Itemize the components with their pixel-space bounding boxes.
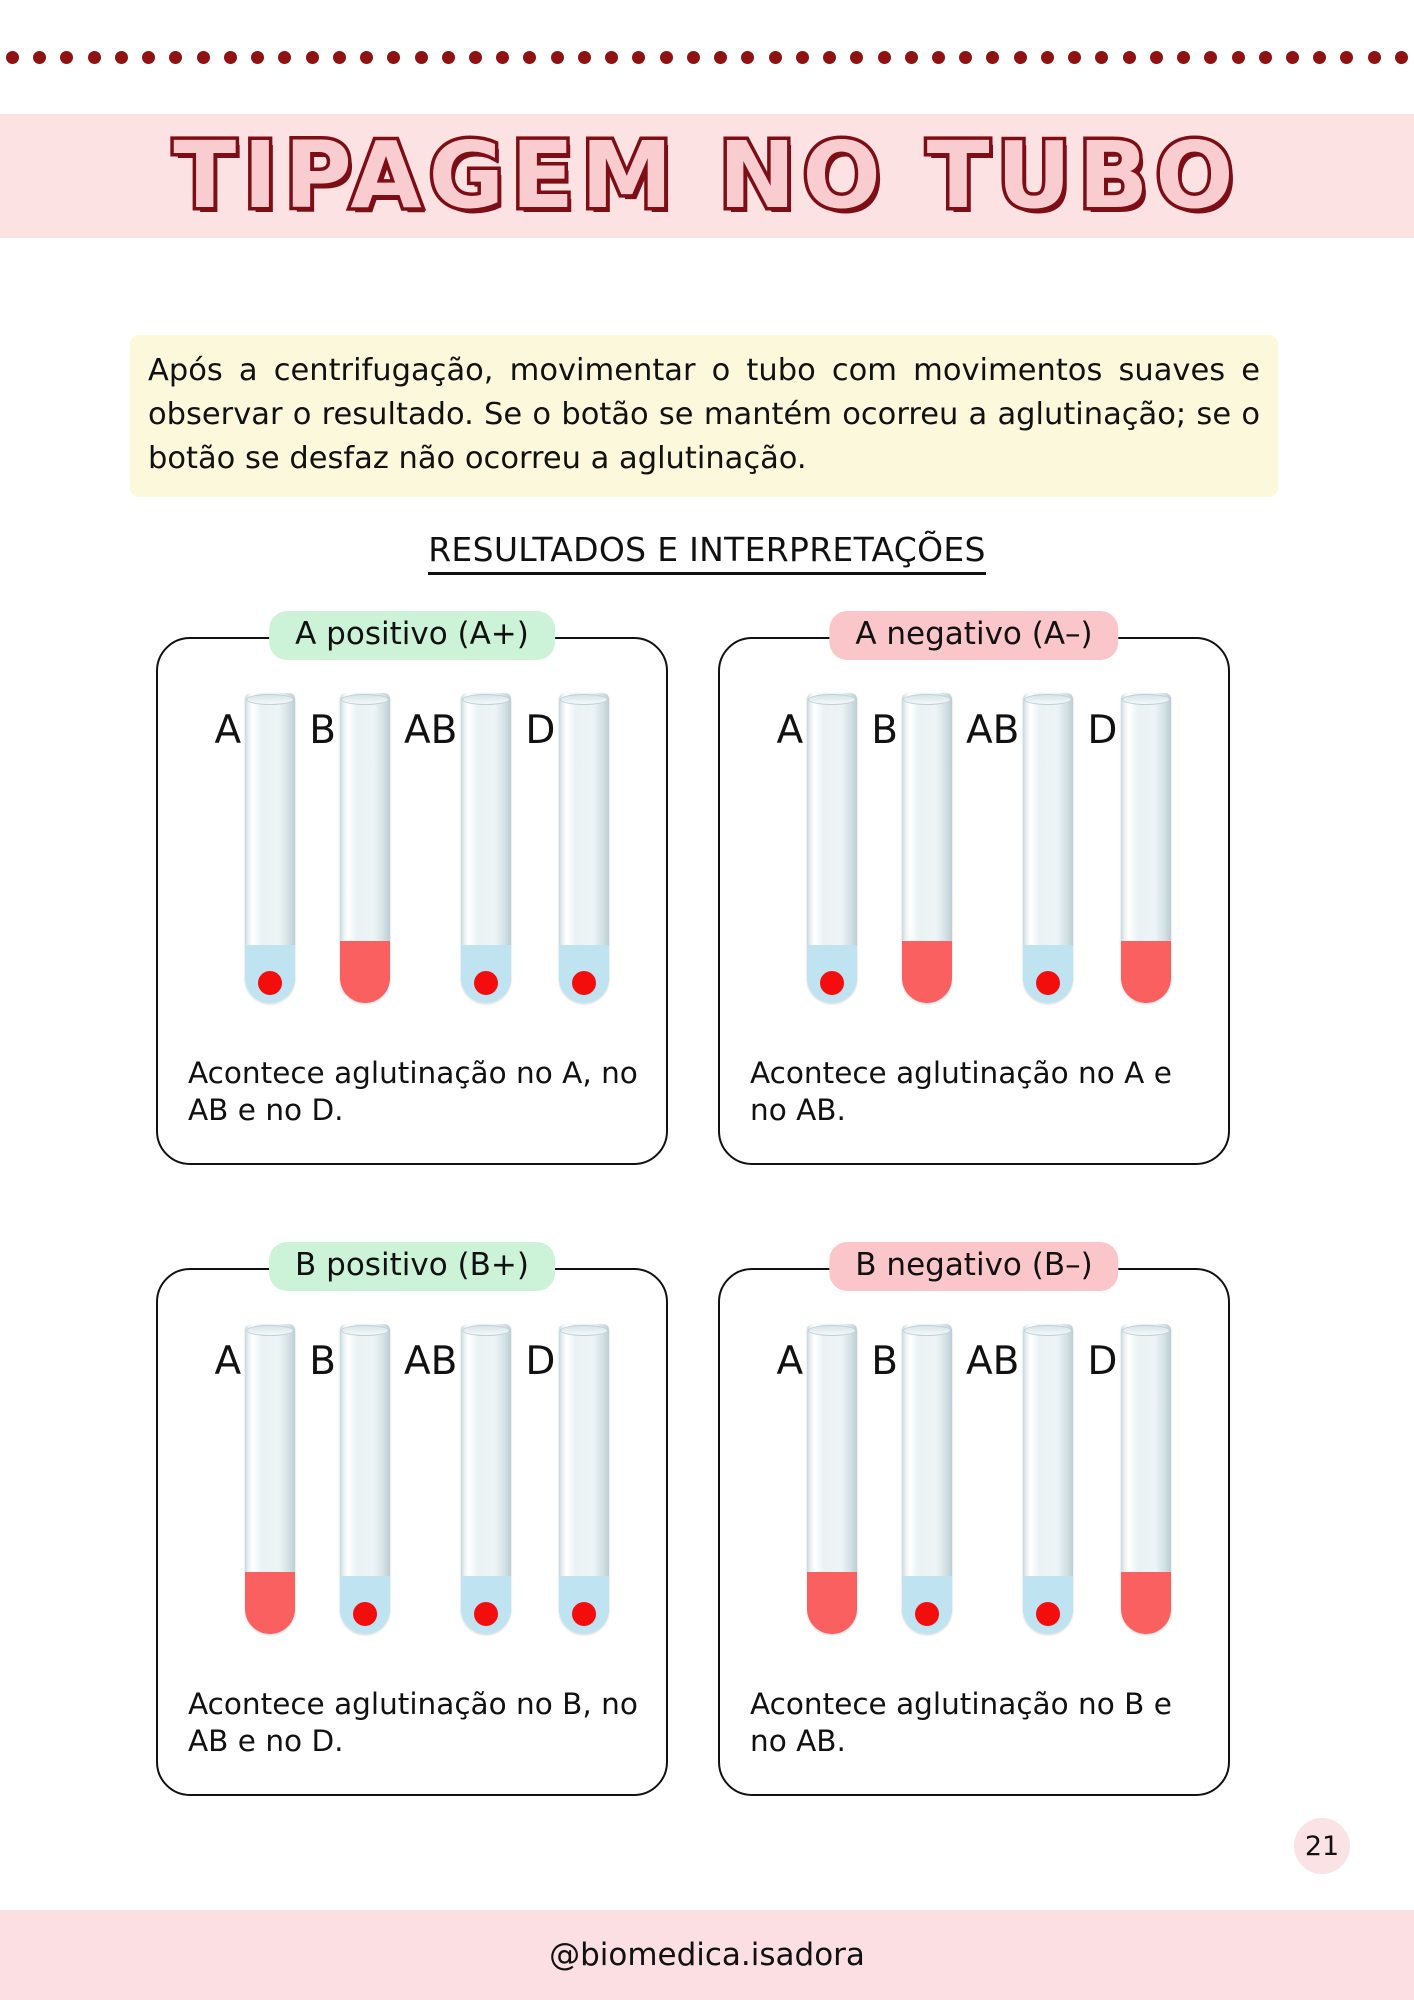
divider-dot xyxy=(33,51,46,64)
divider-dot xyxy=(578,51,591,64)
divider-dot xyxy=(551,51,564,64)
tube-label: D xyxy=(1087,1339,1118,1384)
divider-dot xyxy=(605,51,618,64)
test-tube xyxy=(559,693,609,1003)
tube-row xyxy=(720,693,1228,1033)
divider-dot xyxy=(360,51,373,64)
divider-dot xyxy=(1150,51,1163,64)
divider-dot xyxy=(959,51,972,64)
test-tube xyxy=(245,1324,295,1634)
tube-contents-agglutinated xyxy=(902,1576,952,1634)
tube-row xyxy=(720,1324,1228,1664)
tube-contents-dispersed xyxy=(245,1572,295,1634)
tube-unit xyxy=(215,693,296,1003)
tube-unit xyxy=(404,1324,511,1634)
tube-unit xyxy=(1087,693,1171,1003)
test-tube xyxy=(1023,693,1073,1003)
intro-paragraph: Após a centrifugação, movimentar o tubo com movimentos suaves e observar o resultado. Se o botão se mantém ocorreu a aglutinação; se o botão se desfaz não ocorreu a aglutinação. xyxy=(130,335,1278,497)
divider-dot xyxy=(6,51,19,64)
tube-contents-agglutinated xyxy=(807,945,857,1003)
tube-contents-agglutinated xyxy=(340,1576,390,1634)
red-cell-button xyxy=(1036,971,1060,995)
divider-dot xyxy=(197,51,210,64)
test-tube xyxy=(340,693,390,1003)
tube-row xyxy=(158,693,666,1033)
card-badge: A positivo (A+) xyxy=(269,611,555,660)
red-cell-button xyxy=(915,1602,939,1626)
divider-dot xyxy=(1123,51,1136,64)
divider-dot xyxy=(769,51,782,64)
tube-label: B xyxy=(871,1339,898,1384)
red-cell-button xyxy=(474,971,498,995)
tube-contents-agglutinated xyxy=(559,1576,609,1634)
divider-dot xyxy=(823,51,836,64)
divider-dot xyxy=(306,51,319,64)
divider-dot xyxy=(741,51,754,64)
divider-dot xyxy=(714,51,727,64)
tube-label: D xyxy=(1087,708,1118,753)
tube-unit xyxy=(966,693,1073,1003)
divider-dot xyxy=(796,51,809,64)
card-badge: A negativo (A–) xyxy=(829,611,1118,660)
section-heading-text: RESULTADOS E INTERPRETAÇÕES xyxy=(428,530,986,575)
tube-unit xyxy=(871,693,952,1003)
page-number: 21 xyxy=(1294,1818,1350,1874)
test-tube xyxy=(461,693,511,1003)
divider-dot xyxy=(986,51,999,64)
divider-dot xyxy=(1340,51,1353,64)
tube-label: B xyxy=(309,708,336,753)
tube-label: AB xyxy=(403,708,458,753)
card-caption: Acontece aglutinação no B, no AB e no D. xyxy=(188,1687,638,1759)
test-tube xyxy=(807,693,857,1003)
tube-label: AB xyxy=(965,708,1020,753)
divider-dot xyxy=(850,51,863,64)
red-cell-button xyxy=(1036,1602,1060,1626)
divider-dot xyxy=(469,51,482,64)
divider-dot xyxy=(660,51,673,64)
divider-dot xyxy=(1041,51,1054,64)
divider-dot xyxy=(1368,51,1381,64)
divider-dot xyxy=(278,51,291,64)
result-card-b-negative xyxy=(718,1247,1230,1796)
divider-dot xyxy=(1204,51,1217,64)
tube-contents-agglutinated xyxy=(461,945,511,1003)
divider-dot xyxy=(1068,51,1081,64)
test-tube xyxy=(245,693,295,1003)
tube-contents-dispersed xyxy=(1121,941,1171,1003)
divider-dot xyxy=(1259,51,1272,64)
tube-label: B xyxy=(309,1339,336,1384)
divider-dot xyxy=(878,51,891,64)
test-tube xyxy=(559,1324,609,1634)
tube-label: A xyxy=(776,1339,804,1384)
tube-label: A xyxy=(214,1339,242,1384)
divider-dot xyxy=(251,51,264,64)
divider-dot xyxy=(1395,51,1408,64)
tube-contents-agglutinated xyxy=(559,945,609,1003)
tube-unit xyxy=(777,1324,858,1634)
tube-contents-agglutinated xyxy=(461,1576,511,1634)
tube-label: B xyxy=(871,708,898,753)
result-card-b-positive xyxy=(156,1247,668,1796)
test-tube xyxy=(807,1324,857,1634)
result-card-a-positive xyxy=(156,616,668,1165)
divider-dot xyxy=(632,51,645,64)
test-tube xyxy=(1121,693,1171,1003)
tube-contents-agglutinated xyxy=(245,945,295,1003)
red-cell-button xyxy=(474,1602,498,1626)
divider-dot xyxy=(1095,51,1108,64)
divider-dot xyxy=(1014,51,1027,64)
card-caption: Acontece aglutinação no A e no AB. xyxy=(750,1056,1172,1128)
divider-dot xyxy=(415,51,428,64)
red-cell-button xyxy=(572,1602,596,1626)
divider-dot xyxy=(687,51,700,64)
tube-unit xyxy=(777,693,858,1003)
divider-dot xyxy=(523,51,536,64)
tube-label: AB xyxy=(403,1339,458,1384)
tube-unit xyxy=(525,693,609,1003)
tube-label: A xyxy=(776,708,804,753)
tube-unit xyxy=(309,693,390,1003)
tube-label: D xyxy=(525,1339,556,1384)
divider-dot xyxy=(142,51,155,64)
title-banner xyxy=(0,114,1414,238)
divider-dot xyxy=(169,51,182,64)
footer-handle: @biomedica.isadora xyxy=(549,1937,865,1973)
tube-unit xyxy=(404,693,511,1003)
test-tube xyxy=(902,693,952,1003)
test-tube xyxy=(1023,1324,1073,1634)
footer-bar xyxy=(0,1910,1414,2000)
tube-contents-dispersed xyxy=(1121,1572,1171,1634)
tube-label: AB xyxy=(965,1339,1020,1384)
card-caption: Acontece aglutinação no B e no AB. xyxy=(750,1687,1172,1759)
card-badge: B positivo (B+) xyxy=(269,1242,555,1291)
divider-dot xyxy=(88,51,101,64)
test-tube xyxy=(340,1324,390,1634)
tube-contents-dispersed xyxy=(902,941,952,1003)
section-heading xyxy=(0,530,1414,569)
divider-dot xyxy=(224,51,237,64)
divider-dot xyxy=(387,51,400,64)
tube-contents-agglutinated xyxy=(1023,945,1073,1003)
card-badge: B negativo (B–) xyxy=(829,1242,1118,1291)
divider-dot xyxy=(442,51,455,64)
tube-contents-dispersed xyxy=(340,941,390,1003)
divider-dot xyxy=(1232,51,1245,64)
tube-contents-agglutinated xyxy=(1023,1576,1073,1634)
dotted-divider xyxy=(0,44,1414,70)
tube-label: D xyxy=(525,708,556,753)
divider-dot xyxy=(115,51,128,64)
divider-dot xyxy=(1313,51,1326,64)
red-cell-button xyxy=(258,971,282,995)
test-tube xyxy=(1121,1324,1171,1634)
divider-dot xyxy=(1177,51,1190,64)
tube-contents-dispersed xyxy=(807,1572,857,1634)
divider-dot xyxy=(333,51,346,64)
divider-dot xyxy=(1286,51,1299,64)
tube-unit xyxy=(966,1324,1073,1634)
test-tube xyxy=(461,1324,511,1634)
tube-unit xyxy=(871,1324,952,1634)
tube-label: A xyxy=(214,708,242,753)
divider-dot xyxy=(905,51,918,64)
red-cell-button xyxy=(572,971,596,995)
tube-row xyxy=(158,1324,666,1664)
tube-unit xyxy=(215,1324,296,1634)
test-tube xyxy=(902,1324,952,1634)
red-cell-button xyxy=(353,1602,377,1626)
page-title: TIPAGEM NO TUBO xyxy=(173,122,1241,229)
result-card-a-negative xyxy=(718,616,1230,1165)
tube-unit xyxy=(309,1324,390,1634)
divider-dot xyxy=(60,51,73,64)
card-caption: Acontece aglutinação no A, no AB e no D. xyxy=(188,1056,638,1128)
tube-unit xyxy=(1087,1324,1171,1634)
red-cell-button xyxy=(820,971,844,995)
divider-dot xyxy=(932,51,945,64)
divider-dot xyxy=(496,51,509,64)
tube-unit xyxy=(525,1324,609,1634)
